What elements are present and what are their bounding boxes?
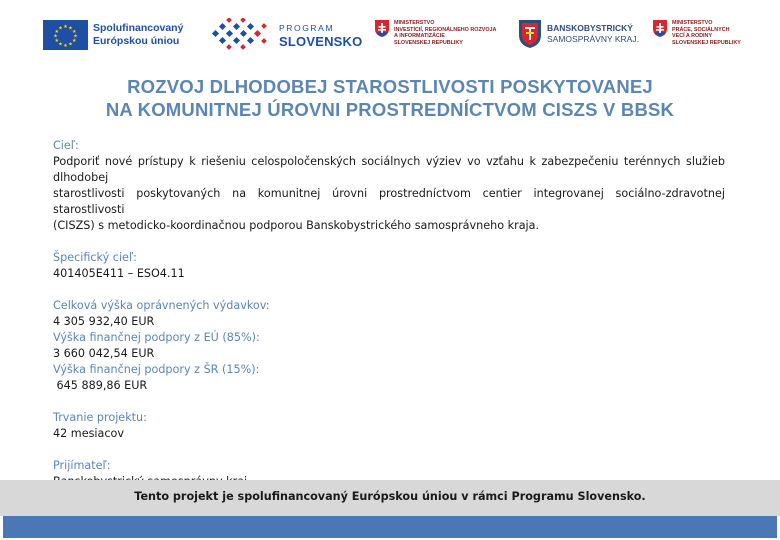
title-line1: ROZVOJ DLHODOBEJ STAROSTLIVOSTI POSKYTOVANEJ	[127, 76, 653, 97]
svg-text:★: ★	[63, 24, 68, 30]
program-slovensko-text	[279, 22, 369, 48]
total-expenditure-label: Celková výška oprávnených výdavkov:	[53, 299, 270, 312]
title-line2: NA KOMUNITNEJ ÚROVNI PROSTREDNÍCTVOM CISZS V BBSK	[105, 99, 675, 120]
goal-line2: starostlivosti poskytovaných na komunitnej úrovni prostredníctvom centier integrovanej sociálno-zdravotnej starostlivosti	[53, 187, 725, 216]
footer-text: Tento projekt je spolufinancovaný Európskou úniou v rámci Programu Slovensko.	[134, 490, 646, 503]
svg-text:★: ★	[71, 38, 77, 45]
specific-goal-value: 401405E411 – ESO4.11	[53, 267, 185, 280]
svg-text:★: ★	[53, 33, 58, 40]
sr-support-value: 645 889,86 EUR	[53, 379, 148, 392]
ministry-labour-line3: VECÍ A RODINY	[672, 33, 713, 39]
svg-text:★: ★	[54, 38, 60, 45]
duration-value: 42 mesiacov	[53, 427, 124, 440]
ministry-investment-text	[394, 20, 512, 46]
svg-text:★: ★	[63, 43, 68, 49]
bbsk-crest-icon	[519, 20, 541, 48]
specific-goal-label: Špecifický cieľ:	[53, 251, 137, 264]
slovak-coat-of-arms-icon	[375, 20, 389, 37]
ministry-labour-line1: MINISTERSTVO	[672, 20, 713, 26]
bbsk-text	[547, 23, 647, 44]
goal-line1: Podporiť nové prístupy k riešeniu celospoločenských sociálnych výziev vo vzťahu k zabezpečeniu terénnych služieb dlhodobej	[53, 155, 725, 184]
recipient-label: Prijímateľ:	[53, 459, 111, 472]
total-expenditure-value: 4 305 932,40 EUR	[53, 315, 155, 328]
ministry-labour-text	[672, 20, 772, 46]
eu-logo-text	[93, 22, 203, 48]
ministry-labour-line2: PRÁCE, SOCIÁLNYCH	[672, 26, 730, 33]
bbsk-line1: BANSKOBYSTRICKÝ	[547, 23, 633, 33]
svg-text:★: ★	[54, 28, 60, 35]
footer-blue-bar	[3, 516, 777, 538]
eu-flag-icon	[43, 20, 88, 50]
eu-support-label: Výška finančnej podpory z EÚ (85%):	[53, 331, 260, 344]
svg-text:★: ★	[68, 41, 73, 48]
ministry-investment-line4: SLOVENSKEJ REPUBLIKY	[394, 39, 463, 46]
bbsk-line2: SAMOSPRÁVNY KRAJ.	[547, 33, 639, 44]
svg-text:★: ★	[58, 41, 63, 48]
slovensko-label: SLOVENSKO	[279, 34, 363, 49]
eu-logo-line2: Európskou úniou	[93, 35, 180, 47]
svg-text:★: ★	[68, 25, 73, 32]
goal-text	[53, 154, 725, 234]
program-slovensko-icon	[211, 18, 273, 50]
page-title	[0, 75, 780, 121]
ministry-investment-line3: A INFORMATIZÁCIE	[394, 33, 445, 39]
logo-bar	[0, 0, 780, 62]
sr-support-label: Výška finančnej podpory z ŠR (15%):	[53, 363, 260, 376]
goal-line3: (CISZS) s metodicko-koordinačnou podporou Banskobystrického samosprávneho kraja.	[53, 219, 540, 232]
slovak-coat-of-arms-icon	[653, 20, 667, 37]
project-details	[53, 138, 725, 490]
svg-text:★: ★	[73, 33, 78, 40]
svg-text:★: ★	[58, 25, 63, 32]
program-label: PROGRAM	[279, 23, 335, 33]
duration-label: Trvanie projektu:	[53, 411, 147, 424]
ministry-investment-line1: MINISTERSTVO	[394, 20, 435, 26]
ministry-labour-line4: SLOVENSKEJ REPUBLIKY	[672, 39, 741, 46]
svg-text:★: ★	[71, 28, 77, 35]
goal-label: Cieľ:	[53, 139, 79, 152]
eu-logo-line1: Spolufinancovaný	[93, 22, 184, 34]
ministry-investment-line2: INVESTÍCIÍ, REGIONÁLNEHO ROZVOJA	[394, 26, 497, 33]
eu-support-value: 3 660 042,54 EUR	[53, 347, 155, 360]
